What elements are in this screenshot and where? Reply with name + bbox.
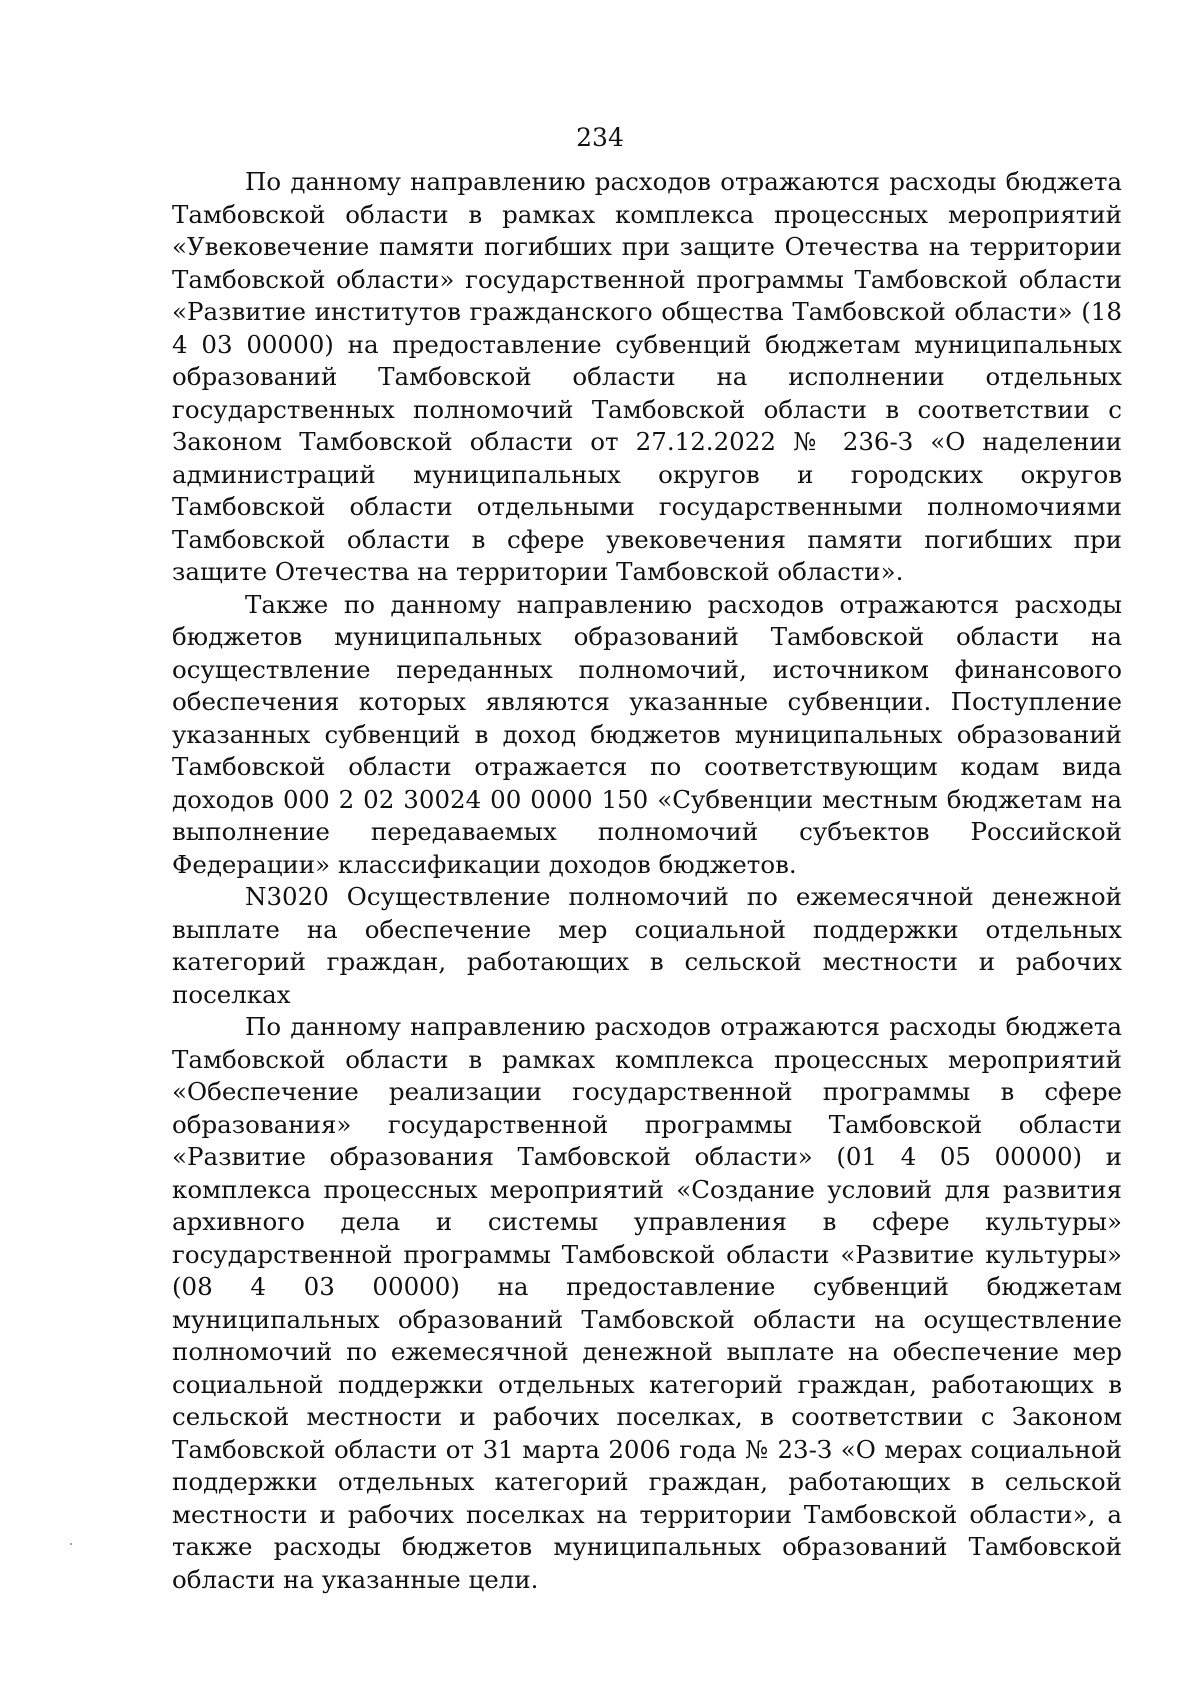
document-body <box>172 166 1122 1596</box>
scan-speck <box>70 1543 72 1545</box>
paragraph-municipal-expenses: Также по данному направлению расходов отражаются расходы бюджетов муниципальных образований Тамбовской области на осуществление переданных полномочий, источником финансового обеспечения которых являются указанные субвенции. Поступление указанных субвенций в доход бюджетов муниципальных образований Тамбовской области отражается по соответствующим кодам вида доходов 000 2 02 30024 00 0000 150 «Субвенции местным бюджетам на выполнение передаваемых полномочий субъектов Российской Федерации» классификации доходов бюджетов. <box>172 589 1122 879</box>
page-number: 234 <box>576 123 624 152</box>
section-heading-n3020: N3020 Осуществление полномочий по ежемесячной денежной выплате на обеспечение мер социальной поддержки отдельных категорий граждан, работающих в сельской местности и рабочих поселках <box>172 882 1122 1009</box>
paragraph-rural-workers-support: По данному направлению расходов отражаются расходы бюджета Тамбовской области в рамках комплекса процессных мероприятий «Обеспечение реализации государственной программы в сфере образования» государственной программы Тамбовской области «Развитие образования Тамбовской области» (01 4 05 00000) и комплекса процессных мероприятий «Создание условий для развития архивного дела и системы управления в сфере культуры» государственной программы Тамбовской области «Развитие культуры» (08 4 03 00000) на предоставление субвенций бюджетам муниципальных образований Тамбовской области на осуществление полномочий по ежемесячной денежной выплате на обеспечение мер социальной поддержки отдельных категорий граждан, работающих в сельской местности и рабочих поселках, в соответствии с Законом Тамбовской области от 31 марта 2006 года № 23-З «О мерах социальной поддержки отдельных категорий граждан, работающих в сельской местности и рабочих поселках на территории Тамбовской области», а также расходы бюджетов муниципальных образований Тамбовской области на указанные цели. <box>172 1012 1122 1594</box>
paragraph-memorial-subventions: По данному направлению расходов отражаются расходы бюджета Тамбовской области в рамках комплекса процессных мероприятий «Увековечение памяти погибших при защите Отечества на территории Тамбовской области» государственной программы Тамбовской области «Развитие институтов гражданского общества Тамбовской области» (18 4 03 00000) на предоставление субвенций бюджетам муниципальных образований Тамбовской области на исполнении отдельных государственных полномочий Тамбовской области в соответствии с Законом Тамбовской области от 27.12.2022 № 236-З «О наделении администраций муниципальных округов и городских округов Тамбовской области отдельными государственными полномочиями Тамбовской области в сфере увековечения памяти погибших при защите Отечества на территории Тамбовской области». <box>172 167 1122 586</box>
